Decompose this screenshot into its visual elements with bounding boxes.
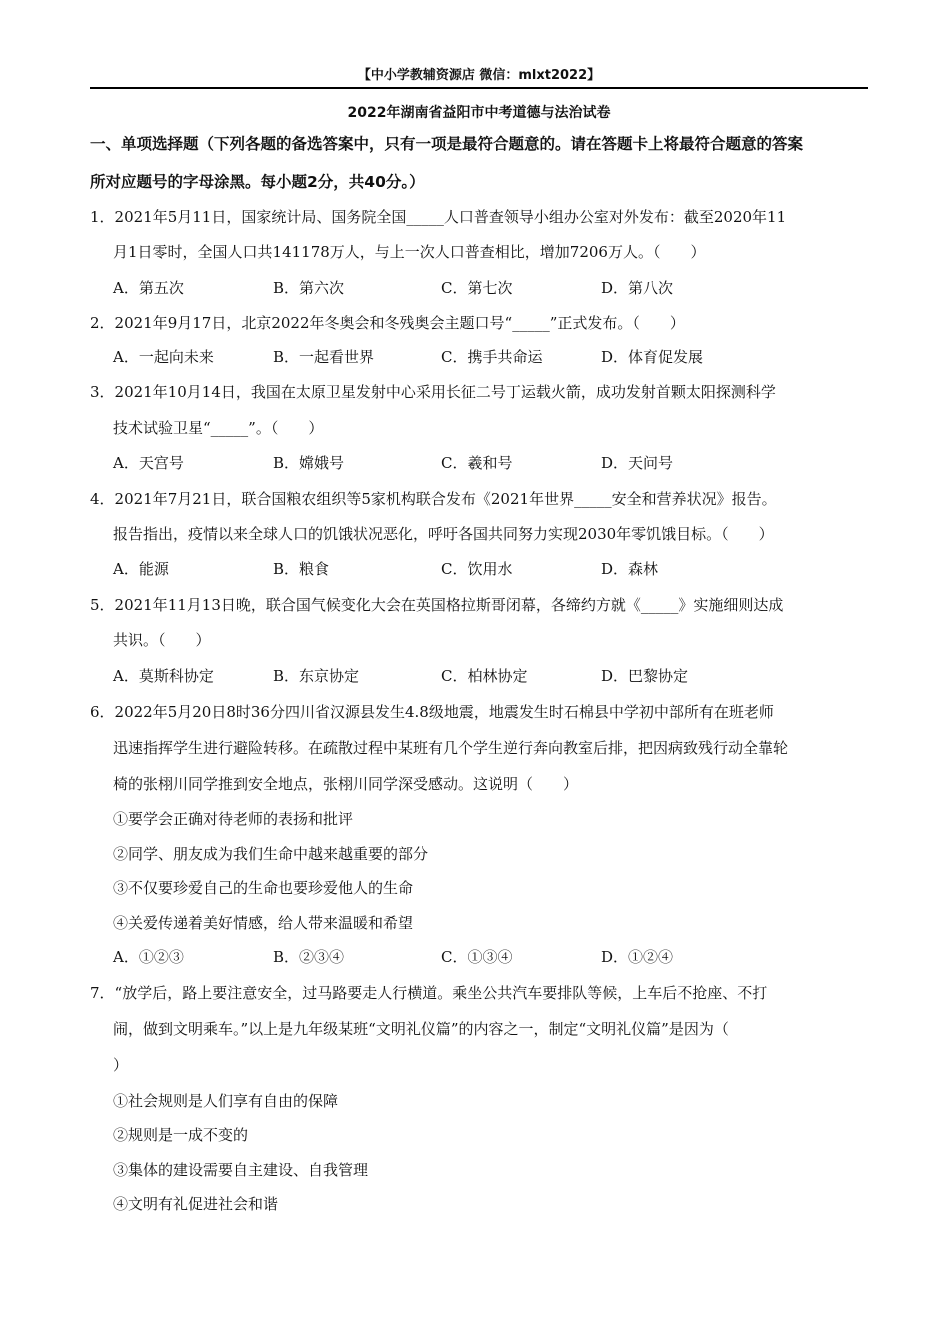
page-header: 【中小学教辅资源店 微信：mlxt2022】 — [357, 68, 601, 83]
q7-stem-line1: 7．“放学后，路上要注意安全，过马路要走人行横道。乘坐公共汽车要排队等候，上车后不抢座、不打 — [90, 984, 768, 1002]
q7-statement-1: ①社会规则是人们享有自由的保障 — [113, 1092, 339, 1110]
q7-statement-3: ③集体的建设需要自主建设、自我管理 — [113, 1161, 369, 1179]
q6-option-c: C．①③④ — [441, 948, 513, 966]
q4-option-a: A．能源 — [113, 560, 169, 578]
q1-option-d: D．第八次 — [601, 279, 674, 297]
q4-option-b: B．粮食 — [273, 560, 330, 578]
q1-option-a: A．第五次 — [113, 279, 184, 297]
q4-option-c: C．饮用水 — [441, 560, 513, 578]
q6-option-d: D．①②④ — [601, 948, 674, 966]
q4-stem-line2: 报告指出，疫情以来全球人口的饥饿状况恶化，呼吁各国共同努力实现2030年零饥饿目标。（ ） — [113, 525, 774, 543]
exam-title: 2022年湖南省益阳市中考道德与法治试卷 — [347, 105, 611, 121]
q1-stem-line2: 月1日零时，全国人口共141178万人，与上一次人口普查相比，增加7206万人。（ ） — [113, 243, 706, 261]
section-heading-line1: 一、单项选择题（下列各题的备选答案中，只有一项是最符合题意的。请在答题卡上将最符合题意的答案 — [90, 135, 804, 153]
q1-stem-line1: 1．2021年5月11日，国家统计局、国务院全国_____人口普查领导小组办公室对外发布：截至2020年11 — [90, 208, 787, 226]
q5-stem-line2: 共识。（ ） — [113, 631, 211, 649]
q5-stem-line1: 5．2021年11月13日晚，联合国气候变化大会在英国格拉斯哥闭幕，各缔约方就《_____》实施细则达成 — [90, 596, 784, 614]
header-rule — [90, 87, 868, 89]
q3-option-b: B．嫦娥号 — [273, 454, 345, 472]
q5-option-a: A．莫斯科协定 — [113, 667, 214, 685]
q2-option-a: A．一起向未来 — [113, 348, 214, 366]
q2-option-c: C．携手共命运 — [441, 348, 543, 366]
q1-option-c: C．第七次 — [441, 279, 513, 297]
q1-option-b: B．第六次 — [273, 279, 345, 297]
q4-stem-line1: 4．2021年7月21日，联合国粮农组织等5家机构联合发布《2021年世界_____安全和营养状况》报告。 — [90, 490, 777, 508]
q6-stem-line2: 迅速指挥学生进行避险转移。在疏散过程中某班有几个学生逆行奔向教室后排，把因病致残行动全靠轮 — [113, 739, 789, 757]
q7-stem-line2: 闹，做到文明乘车。”以上是九年级某班“文明礼仪篇”的内容之一，制定“文明礼仪篇”是因为（ — [113, 1020, 729, 1038]
q4-option-d: D．森林 — [601, 560, 659, 578]
q3-stem-line2: 技术试验卫星“_____”。（ ） — [113, 419, 324, 437]
q5-option-b: B．东京协定 — [273, 667, 360, 685]
q2-option-b: B．一起看世界 — [273, 348, 375, 366]
q6-statement-1: ①要学会正确对待老师的表扬和批评 — [113, 810, 354, 828]
q3-option-a: A．天宫号 — [113, 454, 184, 472]
q6-statement-4: ④关爱传递着美好情感，给人带来温暖和希望 — [113, 914, 414, 932]
q5-option-c: C．柏林协定 — [441, 667, 528, 685]
q6-stem-line3: 椅的张栩川同学推到安全地点，张栩川同学深受感动。这说明（ ） — [113, 775, 579, 793]
q6-option-a: A．①②③ — [113, 948, 184, 966]
q2-option-d: D．体育促发展 — [601, 348, 704, 366]
q5-option-d: D．巴黎协定 — [601, 667, 689, 685]
q6-stem-line1: 6．2022年5月20日8时36分四川省汉源县发生4.8级地震，地震发生时石棉县中学初中部所有在班老师 — [90, 703, 774, 721]
q7-statement-4: ④文明有礼促进社会和谐 — [113, 1195, 279, 1213]
q3-option-c: C．羲和号 — [441, 454, 513, 472]
section-heading-line2: 所对应题号的字母涂黑。每小题2分，共40分。） — [90, 173, 425, 191]
q3-option-d: D．天问号 — [601, 454, 674, 472]
q7-statement-2: ②规则是一成不变的 — [113, 1126, 249, 1144]
q7-stem-line3: ） — [113, 1056, 129, 1074]
q6-statement-3: ③不仅要珍爱自己的生命也要珍爱他人的生命 — [113, 879, 414, 897]
q6-statement-2: ②同学、朋友成为我们生命中越来越重要的部分 — [113, 845, 429, 863]
q6-option-b: B．②③④ — [273, 948, 345, 966]
q3-stem-line1: 3．2021年10月14日，我国在太原卫星发射中心采用长征二号丁运载火箭，成功发射首颗太阳探测科学 — [90, 383, 776, 401]
q2-stem-line1: 2．2021年9月17日，北京2022年冬奥会和冬残奥会主题口号“_____”正式发布。（ ） — [90, 314, 685, 332]
